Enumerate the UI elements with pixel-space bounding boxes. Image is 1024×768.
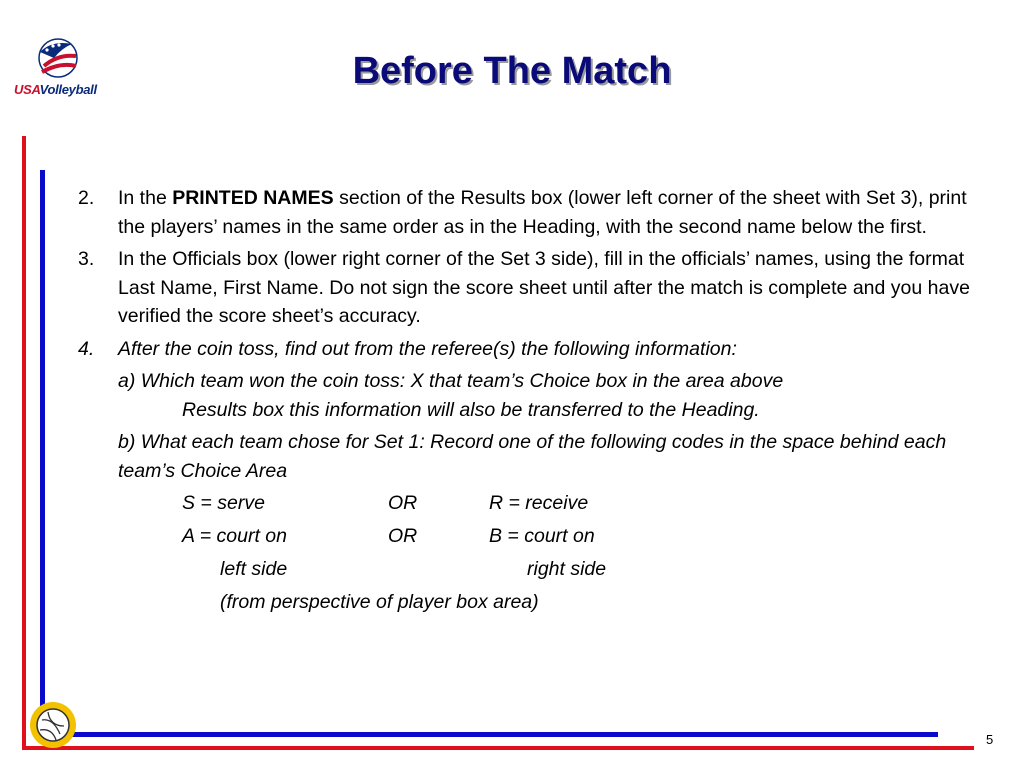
sub-a-line1: a) Which team won the coin toss: X that team’s Choice box in the area above <box>118 370 784 392</box>
red-vertical-rule <box>22 136 26 750</box>
list-item-3 <box>78 245 998 331</box>
logo-volleyball-text: Volleyball <box>39 82 97 97</box>
list-item-4 <box>78 335 998 364</box>
code-row-3 <box>78 555 998 588</box>
list-number: 3. <box>78 248 95 270</box>
code-row-4 <box>78 588 998 621</box>
sub-item-b <box>78 428 998 485</box>
item-2-bold: PRINTED NAMES <box>172 187 334 209</box>
blue-horizontal-rule <box>40 732 938 737</box>
item-2-pre: In the <box>118 187 173 209</box>
item-4-text: After the coin toss, find out from the referee(s) the following information: <box>118 337 737 360</box>
slide-body <box>78 184 998 621</box>
code-or: OR <box>388 492 418 514</box>
code-receive: R = receive <box>489 492 589 514</box>
code-court-a: A = court on <box>182 525 287 547</box>
code-or: OR <box>388 525 418 547</box>
sub-item-a <box>78 367 998 424</box>
code-court-b: B = court on <box>489 525 595 547</box>
item-3-text: In the Officials box (lower right corner of the Set 3 side), fill in the officials’ names, using the format Last Name, First Name. Do not sign the score sheet until after the match is complete and you have verified the score sheet’s accuracy. <box>118 248 970 327</box>
red-horizontal-rule <box>22 746 974 750</box>
list-number: 4. <box>78 337 95 360</box>
page-number: 5 <box>986 732 994 747</box>
slide-title: Before The Match <box>352 50 672 92</box>
code-perspective-note: (from perspective of player box area) <box>220 591 539 613</box>
item-2-post: section of the Results box (lower left corner of the sheet with Set 3), print the players’ names in the same order as in the Heading, with the second name below the first. <box>118 187 967 238</box>
code-left-side: left side <box>220 558 288 580</box>
list-item-2 <box>78 184 998 241</box>
code-row-1 <box>78 489 998 522</box>
list-number: 2. <box>78 187 95 209</box>
volleyball-icon <box>28 700 78 750</box>
sub-a-line2: Results box this information will also be transferred to the Heading. <box>182 398 760 421</box>
logo-usa-text: USA <box>14 82 40 97</box>
code-row-2 <box>78 522 998 555</box>
sub-b-text: b) What each team chose for Set 1: Record one of the following codes in the space behind each team’s Choice Area <box>118 431 947 482</box>
blue-vertical-rule <box>40 170 45 736</box>
code-serve: S = serve <box>182 492 265 514</box>
code-right-side: right side <box>527 558 607 580</box>
